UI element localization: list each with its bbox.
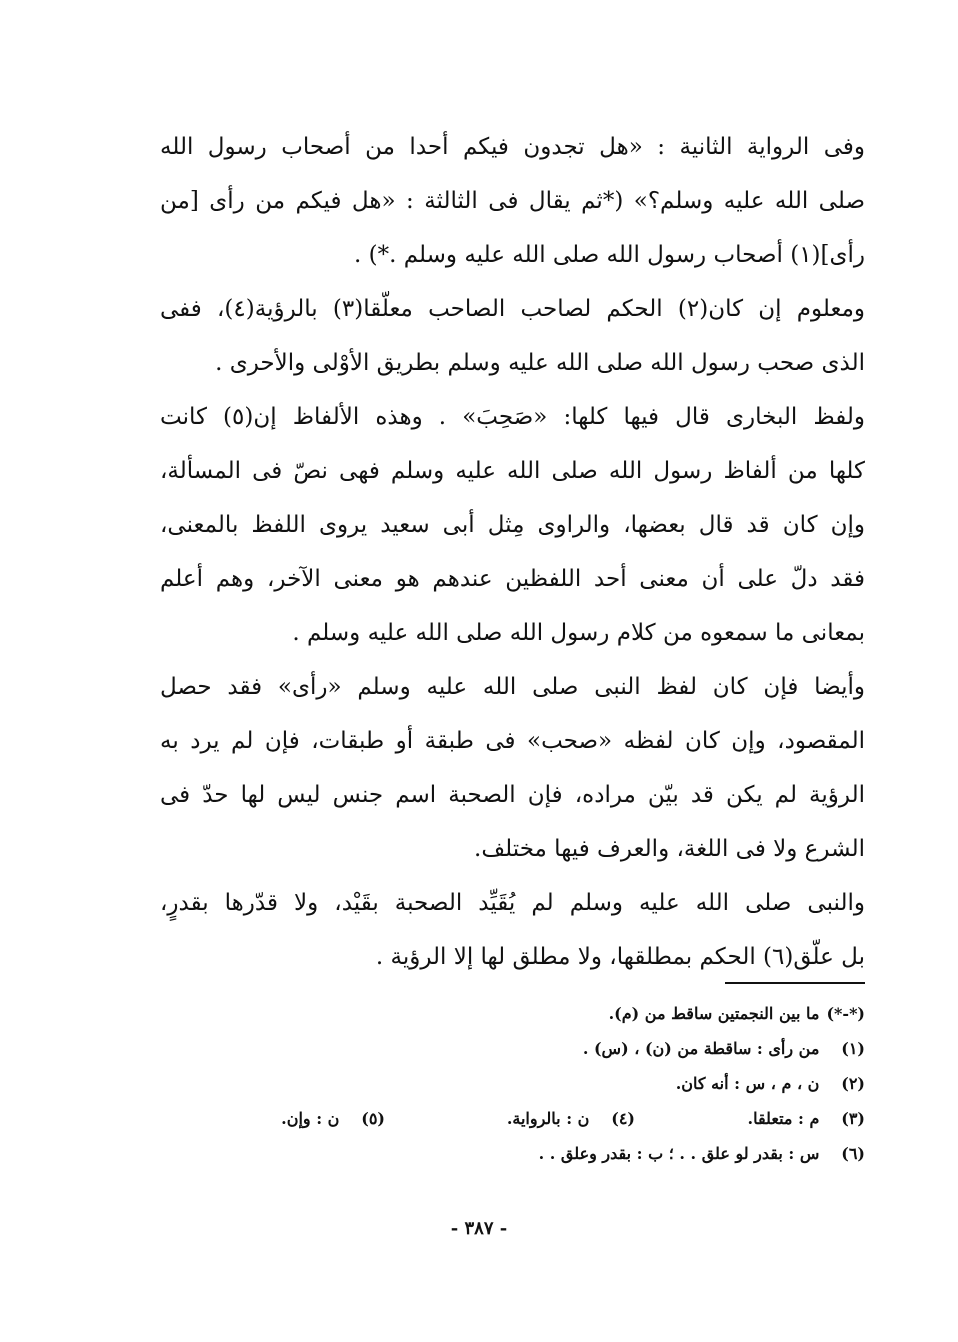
footnote-number: (٤) [611, 1109, 635, 1128]
footnote-row [160, 1101, 865, 1136]
footnote [748, 1101, 865, 1136]
footnote-text: س : بقدر لو علق . . ؛ ب : بقدر وعلق . . [538, 1144, 820, 1163]
text-line: صلى الله عليه وسلم؟» (*ثم يقال فى الثالثة : «هل فيكم من رأى [من [160, 188, 865, 214]
text-line: وإن كان قد قال بعضها، والراوى مِثل أبى سعيد يروى اللفظ بالمعنى، [160, 512, 865, 538]
text-line: المقصود، وإن كان لفظه «صحب» فى طبقة أو طبقات، فإن لم يرد به [160, 728, 865, 754]
text-line: فقد دلّ على أن معنى أحد اللفظين عندهم هو معنى الآخر، وهم أعلم [160, 566, 865, 592]
footnote-text: ما بين النجمتين ساقط من (م). [608, 1004, 820, 1023]
footnote-number: (١) [841, 1039, 865, 1058]
footnote-text: ن : بالرواية. [506, 1109, 590, 1128]
text-line: بل علّق(٦) الحكم بمطلقها، ولا مطلق لها إلا الرؤية . [375, 944, 865, 970]
footnote-divider [725, 982, 865, 984]
footnote-text: من رأى : ساقطة من (ن) ، (س) . [582, 1039, 820, 1058]
text-line: كلها من ألفاظ رسول الله صلى الله عليه وسلم فهى نصّ فى المسألة، [160, 458, 865, 484]
footnote [160, 1136, 865, 1171]
footnote [160, 1031, 865, 1066]
footnote-number: (٦) [841, 1144, 865, 1163]
text-line: ولفظ البخارى قال فيها كلها: «صَحِبَ» . وهذه الألفاظ إن(٥) كانت [160, 404, 865, 430]
text-line: رأى](١) أصحاب رسول الله صلى الله عليه وسلم .*) . [354, 242, 865, 268]
footnote-number: (*-*) [826, 1004, 865, 1023]
footnote [160, 1066, 865, 1101]
footnote-number: (٢) [841, 1074, 865, 1093]
footnotes [160, 996, 865, 1171]
page-number: - ٣٨٧ - [450, 1218, 508, 1239]
text-line: والنبى صلى الله عليه وسلم لم يُقَيِّد الصحبة بقَيْد، ولا قدّرها بقدرٍ، [160, 890, 865, 916]
text-line: الرؤية لم يكن قد بيّن مراده، فإن الصحبة اسم جنس ليس لها حدّ فى [160, 782, 865, 808]
text-line: ومعلوم إن كان(٢) الحكم لصاحب الصاحب معلّقا(٣) بالرؤية(٤)، ففى [160, 296, 865, 322]
footnote-text: م : متعلقا. [747, 1109, 820, 1128]
text-line: وأيضا فإن كان لفظ النبى صلى الله عليه وسلم «رأى» فقد حصل [160, 674, 865, 700]
main-text [160, 120, 865, 984]
footnote [160, 996, 865, 1031]
footnote-number: (٥) [361, 1109, 385, 1128]
text-line: الشرع ولا فى اللغة، والعرف فيها مختلف. [474, 836, 865, 862]
text-line: وفى الرواية الثانية : «هل تجدون فيكم أحدا من أصحاب رسول الله [160, 134, 865, 160]
footnote-text: ن ، م ، س : أنه كان. [675, 1074, 820, 1093]
footnote-number: (٣) [841, 1109, 865, 1128]
text-line: بمعانى ما سمعوه من كلام رسول الله صلى الله عليه وسلم . [292, 620, 865, 646]
footnote-text: ن : وإن. [281, 1109, 340, 1128]
footnote [281, 1101, 385, 1136]
footnote [507, 1101, 635, 1136]
text-line: الذى صحب رسول الله صلى الله عليه وسلم بطريق الأوْلى والأحرى . [215, 350, 865, 376]
